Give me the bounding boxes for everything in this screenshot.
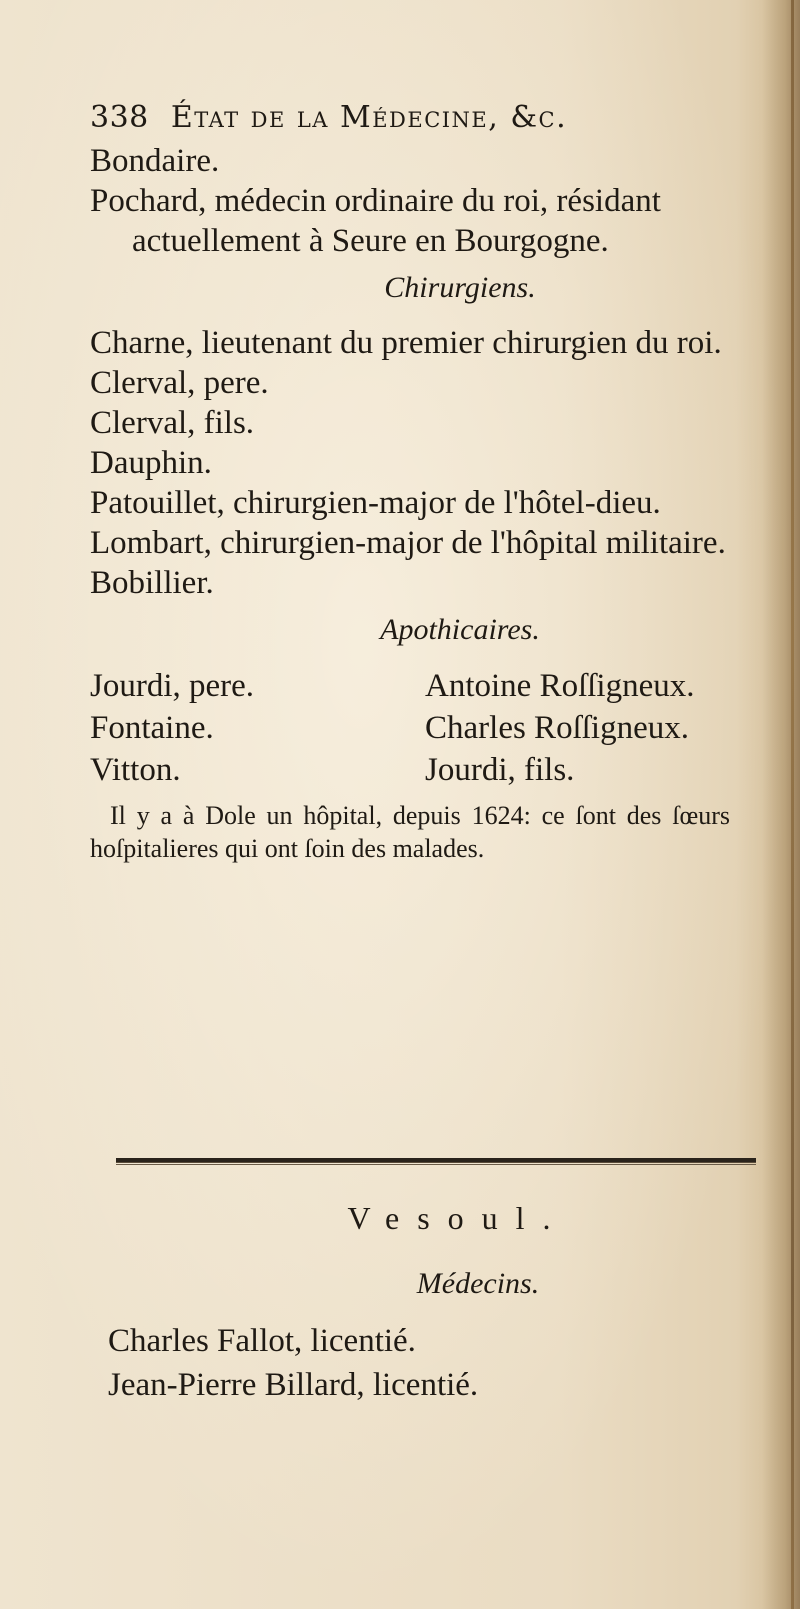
city-title: Vesoul. <box>347 1200 569 1236</box>
vesoul-section <box>108 1200 768 1407</box>
entry-jourdi-pere: Jourdi, pere. <box>90 668 255 704</box>
apothicaires-list <box>90 665 750 791</box>
entry-antoine-rossigneux: Antoine Roſſigneux. <box>425 668 695 704</box>
section-divider <box>116 1158 756 1163</box>
entry-vitton: Vitton. <box>90 752 181 788</box>
entry-dauphin: Dauphin. <box>90 445 212 481</box>
entry-clerval-pere: Clerval, pere. <box>90 365 269 401</box>
page-number: 338 <box>90 100 149 135</box>
apothicaires-left-column <box>90 665 425 791</box>
entry-charles-fallot: Charles Fallot, licentié. <box>108 1323 416 1359</box>
apothicaires-right-column <box>425 665 750 791</box>
hospital-note: Il y a à Dole un hôpital, depuis 1624: ce ſont des ſœurs hoſpitalieres qui ont ſoin des malades. <box>90 801 730 863</box>
main-text <box>90 100 750 865</box>
entry-fontaine: Fontaine. <box>90 710 214 746</box>
running-title: État de la Médecine, &c. <box>170 100 568 135</box>
entry-bondaire: Bondaire. <box>90 143 220 179</box>
entry-lombart: Lombart, chirurgien-major de l'hôpital militaire. <box>90 525 726 561</box>
entry-clerval-fils: Clerval, fils. <box>90 405 255 441</box>
entry-charles-rossigneux: Charles Roſſigneux. <box>425 710 689 746</box>
section-heading-medecins: Médecins. <box>416 1267 540 1300</box>
binding-edge <box>791 0 794 1609</box>
entry-charne: Charne, lieutenant du premier chirurgien du roi. <box>90 325 722 361</box>
entry-pochard: Pochard, médecin ordinaire du roi, résidant actuellement à Seure en Bourgogne. <box>90 183 661 259</box>
entry-patouillet: Patouillet, chirurgien-major de l'hôtel-dieu. <box>90 485 661 521</box>
entry-jourdi-fils: Jourdi, fils. <box>425 752 575 788</box>
section-heading-apothicaires: Apothicaires. <box>380 613 540 646</box>
entry-jean-pierre-billard: Jean-Pierre Billard, licentié. <box>108 1367 479 1403</box>
section-heading-chirurgiens: Chirurgiens. <box>384 271 536 304</box>
entry-bobillier: Bobillier. <box>90 565 214 601</box>
running-header <box>90 100 750 135</box>
